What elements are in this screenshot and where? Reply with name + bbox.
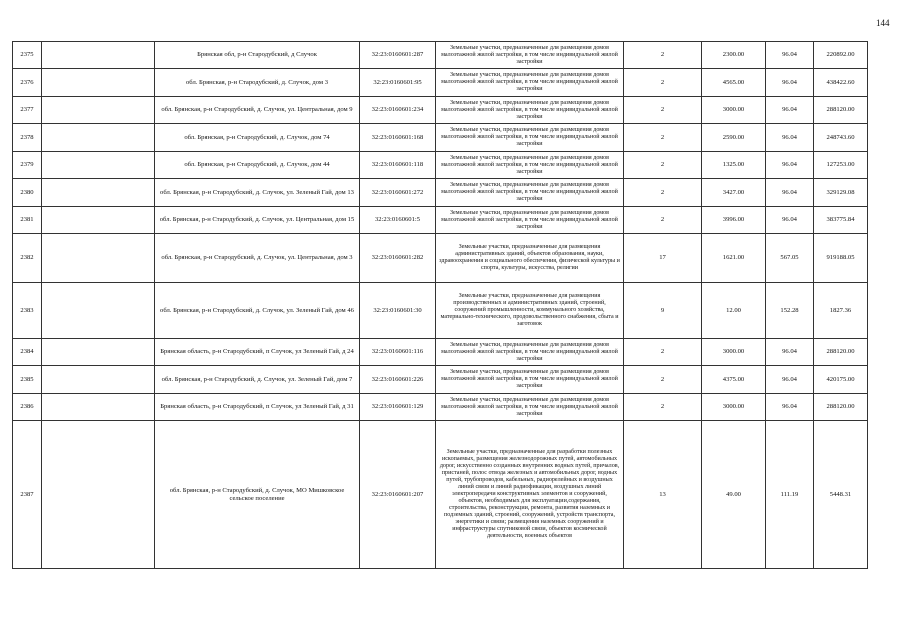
- area-cell: 3000.00: [702, 394, 766, 421]
- table-row: [13, 152, 868, 179]
- empty-cell: [42, 366, 155, 394]
- page-number: 144: [876, 18, 890, 28]
- land-use-description-cell: Земельные участки, предназначенные для разработки полезных ископаемых, размещения железнодорожных путей, автомобильных дорог, искусственно созданных внутренних водных путей, причалов, пристаней, полос отвода железных и автомобильных дорог, водных путей, трубопроводов, кабельных, радиорелейных и воздушных линий связи и линий радиофикации, воздушных линий электропередачи конструктивных элементов и сооружений, объектов, необходимых для эксплуатации,содержания, строительства, реконструкции, ремонта, развития наземных и подземных зданий, строений, сооружений, устройств транспорта, энергетики и связи; размещения наземных сооружений и инфраструктуры спутниковой связи, объектов космической деятельности, военных объектов: [436, 421, 624, 569]
- area-cell: 12.00: [702, 283, 766, 339]
- cadastral-value-table: [12, 41, 868, 569]
- row-number: 2380: [13, 179, 42, 207]
- group-code-cell: 2: [624, 152, 702, 179]
- empty-cell: [42, 394, 155, 421]
- land-use-description-cell: Земельные участки, предназначенные для размещения административных зданий, объектов образования, науки, здравоохранения и социального обеспечения, физической культуры и спорта, культуры, искусства, религии: [436, 234, 624, 283]
- cadastral-number-cell: 32:23:0160601:116: [360, 339, 436, 366]
- cadastral-value-cell: 248743.60: [814, 124, 868, 152]
- cadastral-value-cell: 420175.00: [814, 366, 868, 394]
- cadastral-number-cell: 32:23:0160601:168: [360, 124, 436, 152]
- table-row: [13, 42, 868, 69]
- area-cell: 2300.00: [702, 42, 766, 69]
- row-number: 2381: [13, 207, 42, 234]
- group-code-cell: 2: [624, 69, 702, 97]
- area-cell: 2590.00: [702, 124, 766, 152]
- land-use-description-cell: Земельные участки, предназначенные для размещения домов малоэтажной жилой застройки, в том числе индивидуальной жилой застройки: [436, 124, 624, 152]
- specific-value-cell: 96.04: [766, 339, 814, 366]
- table-row: [13, 124, 868, 152]
- specific-value-cell: 567.05: [766, 234, 814, 283]
- table-row: [13, 179, 868, 207]
- specific-value-cell: 152.28: [766, 283, 814, 339]
- address-cell: обл. Брянская, р-н Стародубский, д. Случок, дом 3: [155, 69, 360, 97]
- specific-value-cell: 96.04: [766, 69, 814, 97]
- cadastral-value-cell: 288120.00: [814, 97, 868, 124]
- address-cell: обл. Брянская, р-н Стародубский, д. Случок, ул. Зеленый Гай, дом 7: [155, 366, 360, 394]
- empty-cell: [42, 69, 155, 97]
- table-body: [13, 42, 868, 569]
- area-cell: 3000.00: [702, 97, 766, 124]
- row-number: 2387: [13, 421, 42, 569]
- empty-cell: [42, 42, 155, 69]
- land-use-description-cell: Земельные участки, предназначенные для размещения домов малоэтажной жилой застройки, в том числе индивидуальной жилой застройки: [436, 366, 624, 394]
- land-use-description-cell: Земельные участки, предназначенные для размещения домов малоэтажной жилой застройки, в том числе индивидуальной жилой застройки: [436, 42, 624, 69]
- area-cell: 1325.00: [702, 152, 766, 179]
- group-code-cell: 2: [624, 394, 702, 421]
- table-row: [13, 69, 868, 97]
- specific-value-cell: 96.04: [766, 394, 814, 421]
- cadastral-value-cell: 288120.00: [814, 339, 868, 366]
- address-cell: обл. Брянская, р-н Стародубский, д. Случок, ул. Зеленый Гай, дом 13: [155, 179, 360, 207]
- specific-value-cell: 96.04: [766, 366, 814, 394]
- group-code-cell: 17: [624, 234, 702, 283]
- empty-cell: [42, 207, 155, 234]
- specific-value-cell: 96.04: [766, 124, 814, 152]
- cadastral-value-cell: 288120.00: [814, 394, 868, 421]
- specific-value-cell: 96.04: [766, 42, 814, 69]
- row-number: 2376: [13, 69, 42, 97]
- cadastral-number-cell: 32:23:0160601:287: [360, 42, 436, 69]
- cadastral-value-cell: 919188.05: [814, 234, 868, 283]
- empty-cell: [42, 339, 155, 366]
- area-cell: 3996.00: [702, 207, 766, 234]
- row-number: 2383: [13, 283, 42, 339]
- table-row: [13, 97, 868, 124]
- specific-value-cell: 96.04: [766, 97, 814, 124]
- cadastral-value-cell: 5448.31: [814, 421, 868, 569]
- empty-cell: [42, 421, 155, 569]
- row-number: 2386: [13, 394, 42, 421]
- address-cell: обл. Брянская, р-н Стародубский, д. Случок, дом 44: [155, 152, 360, 179]
- specific-value-cell: 96.04: [766, 179, 814, 207]
- area-cell: 3427.00: [702, 179, 766, 207]
- row-number: 2379: [13, 152, 42, 179]
- cadastral-value-cell: 438422.60: [814, 69, 868, 97]
- table-row: [13, 339, 868, 366]
- address-cell: обл. Брянская, р-н Стародубский, д. Случок, дом 74: [155, 124, 360, 152]
- cadastral-number-cell: 32:23:0160601:118: [360, 152, 436, 179]
- empty-cell: [42, 179, 155, 207]
- land-use-description-cell: Земельные участки, предназначенные для размещения домов малоэтажной жилой застройки, в том числе индивидуальной жилой застройки: [436, 339, 624, 366]
- area-cell: 1621.00: [702, 234, 766, 283]
- group-code-cell: 13: [624, 421, 702, 569]
- land-use-description-cell: Земельные участки, предназначенные для размещения домов малоэтажной жилой застройки, в том числе индивидуальной жилой застройки: [436, 69, 624, 97]
- cadastral-number-cell: 32:23:0160601:207: [360, 421, 436, 569]
- cadastral-number-cell: 32:23:0160601:95: [360, 69, 436, 97]
- cadastral-value-cell: 329129.08: [814, 179, 868, 207]
- area-cell: 49.00: [702, 421, 766, 569]
- cadastral-number-cell: 32:23:0160601:129: [360, 394, 436, 421]
- land-use-description-cell: Земельные участки, предназначенные для размещения домов малоэтажной жилой застройки, в том числе индивидуальной жилой застройки: [436, 394, 624, 421]
- empty-cell: [42, 152, 155, 179]
- row-number: 2385: [13, 366, 42, 394]
- cadastral-number-cell: 32:23:0160601:30: [360, 283, 436, 339]
- cadastral-number-cell: 32:23:0160601:226: [360, 366, 436, 394]
- address-cell: обл. Брянская, р-н Стародубский, д. Случок, ул. Центральная, дом 3: [155, 234, 360, 283]
- address-cell: обл. Брянская, р-н Стародубский, д. Случок, ул. Центральная, дом 15: [155, 207, 360, 234]
- group-code-cell: 2: [624, 366, 702, 394]
- cadastral-value-cell: 127253.00: [814, 152, 868, 179]
- cadastral-value-cell: 220892.00: [814, 42, 868, 69]
- land-use-description-cell: Земельные участки, предназначенные для размещения домов малоэтажной жилой застройки, в том числе индивидуальной жилой застройки: [436, 179, 624, 207]
- address-cell: обл. Брянская, р-н Стародубский, д. Случок, ул. Зеленый Гай, дом 46: [155, 283, 360, 339]
- cadastral-number-cell: 32:23:0160601:282: [360, 234, 436, 283]
- group-code-cell: 2: [624, 124, 702, 152]
- cadastral-number-cell: 32:23:0160601:272: [360, 179, 436, 207]
- land-use-description-cell: Земельные участки, предназначенные для размещения домов малоэтажной жилой застройки, в том числе индивидуальной жилой застройки: [436, 152, 624, 179]
- table-row: [13, 394, 868, 421]
- group-code-cell: 2: [624, 179, 702, 207]
- row-number: 2382: [13, 234, 42, 283]
- row-number: 2384: [13, 339, 42, 366]
- address-cell: обл. Брянская, р-н Стародубский, д. Случок, МО Мишковское сельское поселение: [155, 421, 360, 569]
- group-code-cell: 2: [624, 339, 702, 366]
- land-use-description-cell: Земельные участки, предназначенные для размещения домов малоэтажной жилой застройки, в том числе индивидуальной жилой застройки: [436, 97, 624, 124]
- cadastral-number-cell: 32:23:0160601:5: [360, 207, 436, 234]
- empty-cell: [42, 234, 155, 283]
- empty-cell: [42, 124, 155, 152]
- group-code-cell: 2: [624, 42, 702, 69]
- group-code-cell: 9: [624, 283, 702, 339]
- area-cell: 4565.00: [702, 69, 766, 97]
- row-number: 2378: [13, 124, 42, 152]
- table-row: [13, 421, 868, 569]
- row-number: 2377: [13, 97, 42, 124]
- address-cell: обл. Брянская, р-н Стародубский, д. Случок, ул. Центральная, дом 9: [155, 97, 360, 124]
- specific-value-cell: 96.04: [766, 207, 814, 234]
- cadastral-number-cell: 32:23:0160601:234: [360, 97, 436, 124]
- specific-value-cell: 96.04: [766, 152, 814, 179]
- table-row: [13, 207, 868, 234]
- cadastral-value-cell: 383775.84: [814, 207, 868, 234]
- empty-cell: [42, 97, 155, 124]
- area-cell: 4375.00: [702, 366, 766, 394]
- specific-value-cell: 111.19: [766, 421, 814, 569]
- cadastral-value-cell: 1827.36: [814, 283, 868, 339]
- area-cell: 3000.00: [702, 339, 766, 366]
- address-cell: Брянская область, р-н Стародубский, п Случок, ул Зеленый Гай, д 24: [155, 339, 360, 366]
- table-row: [13, 283, 868, 339]
- address-cell: Брянская обл, р-н Стародубский, д Случок: [155, 42, 360, 69]
- table-row: [13, 366, 868, 394]
- group-code-cell: 2: [624, 97, 702, 124]
- group-code-cell: 2: [624, 207, 702, 234]
- land-use-description-cell: Земельные участки, предназначенные для размещения домов малоэтажной жилой застройки, в том числе индивидуальной жилой застройки: [436, 207, 624, 234]
- empty-cell: [42, 283, 155, 339]
- address-cell: Брянская область, р-н Стародубский, п Случок, ул Зеленый Гай, д 31: [155, 394, 360, 421]
- row-number: 2375: [13, 42, 42, 69]
- land-use-description-cell: Земельные участки, предназначенные для размещения производственных и административных зданий, строений, сооружений промышленности, коммунального хозяйства, материально-технического, продовольственного снабжения, сбыта и заготовок: [436, 283, 624, 339]
- table-row: [13, 234, 868, 283]
